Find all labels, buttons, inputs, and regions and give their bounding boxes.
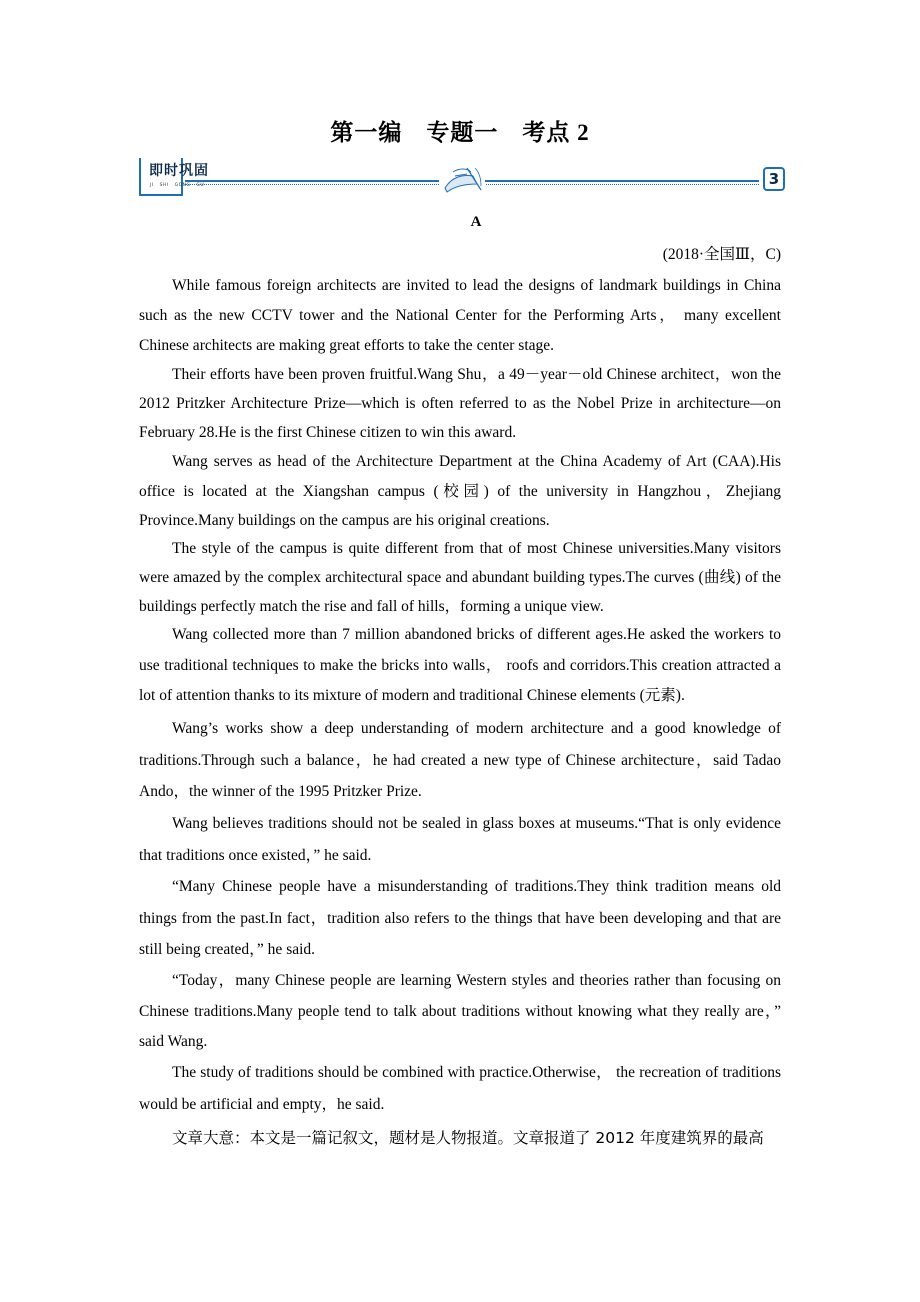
- section-banner: [139, 158, 789, 200]
- article-paragraph: Wang’s works show a deep understanding of modern architecture and a good knowledge of traditions.Through such a balance，he had created a new type of Chinese architecture，said Tadao Ando，the winner of the 1995 Pritzker Prize.: [139, 720, 781, 800]
- article-paragraph: The style of the campus is quite different from that of most Chinese universities.Many visitors were amazed by the complex architectural space and abundant building types.The curves (曲线) of the buildings perfectly match the rise and fall of hills，forming a unique view.: [139, 540, 781, 615]
- page-number-badge: 3: [763, 167, 785, 191]
- article-paragraph: “Today，many Chinese people are learning Western styles and theories rather than focusing on Chinese traditions.Many people tend to talk about traditions without knowing what they really are，” said Wang.: [139, 972, 781, 1050]
- source-citation: (2018·全国Ⅲ，C): [662, 246, 781, 263]
- banner-pinyin: JI SHI GONG GU: [150, 183, 205, 188]
- article-paragraph: While famous foreign architects are invited to lead the designs of landmark buildings in China such as the new CCTV tower and the National Center for the Performing Arts， many excellent Chinese architects are making great efforts to take the center stage.: [139, 277, 781, 354]
- page-title: 第一编 专题一 考点 2: [330, 120, 590, 145]
- banner-label: 即时巩固: [149, 163, 209, 179]
- article-paragraph: “Many Chinese people have a misunderstanding of traditions.They think tradition means old things from the past.In fact，tradition also refers to the things that have been developing and that are still being created，” he said.: [139, 878, 781, 958]
- quill-paper-icon: [437, 164, 487, 198]
- article-paragraph: Wang collected more than 7 million abandoned bricks of different ages.He asked the workers to use traditional techniques to make the bricks into walls， roofs and corridors.This creation attracted a lot of attention thanks to its mixture of modern and traditional Chinese elements (元素).: [139, 626, 781, 704]
- article-paragraph: Wang serves as head of the Architecture Department at the China Academy of Art (CAA).His office is located at the Xiangshan campus (校园) of the university in Hangzhou，Zhejiang Province.Many buildings on the campus are his original creations.: [139, 453, 781, 529]
- article-paragraph: The study of traditions should be combined with practice.Otherwise， the recreation of traditions would be artificial and empty，he said.: [139, 1064, 781, 1113]
- section-letter: A: [470, 214, 482, 230]
- article-summary: 文章大意：本文是一篇记叙文，题材是人物报道。文章报道了 2012 年度建筑界的最高: [172, 1129, 764, 1147]
- article-paragraph: Wang believes traditions should not be sealed in glass boxes at museums.“That is only evidence that traditions once existed，” he said.: [139, 815, 781, 864]
- article-paragraph: Their efforts have been proven fruitful.Wang Shu，a 49－year－old Chinese architect，won the 2012 Pritzker Architecture Prize—which is often referred to as the Nobel Prize in architecture—on February 28.He is the first Chinese citizen to win this award.: [139, 366, 781, 441]
